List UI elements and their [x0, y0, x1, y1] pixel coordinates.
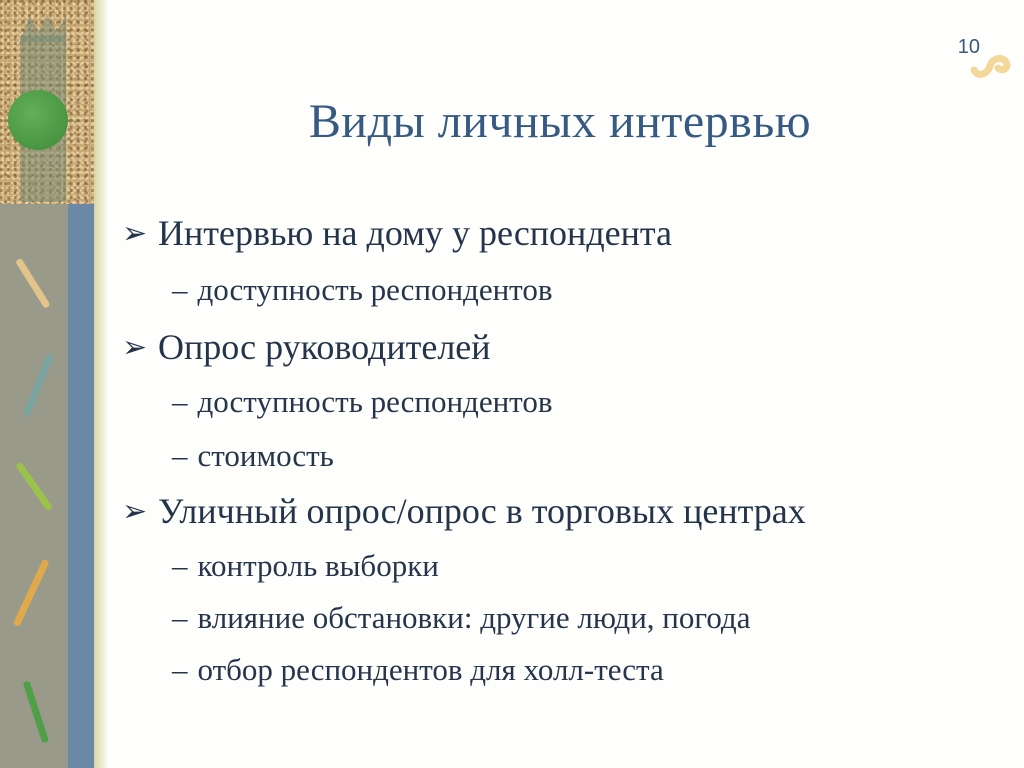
decorative-stick — [15, 258, 51, 309]
sub-item-text: отбор респондентов для холл-теста — [197, 652, 664, 687]
squiggle-icon — [968, 52, 1014, 78]
decorative-stick — [15, 461, 53, 511]
sub-item-text: стоимость — [197, 438, 334, 473]
dash-marker: – — [172, 600, 188, 635]
sub-item — [172, 438, 334, 474]
sub-item-text: влияние обстановки: другие люди, погода — [197, 600, 751, 635]
green-circle-decoration — [8, 90, 68, 150]
sub-item — [172, 272, 552, 308]
bullet-text: Уличный опрос/опрос в торговых центрах — [158, 491, 806, 531]
arrow-bullet-icon: ➢ — [122, 494, 148, 528]
decorative-stick — [13, 559, 50, 627]
sub-item-text: доступность респондентов — [197, 384, 553, 419]
arrow-bullet-icon: ➢ — [122, 330, 148, 364]
sub-item — [172, 600, 750, 636]
bullet-text: Опрос руководителей — [158, 327, 491, 367]
cream-divider — [94, 0, 108, 768]
sub-item — [172, 384, 552, 420]
sub-item-text: доступность респондентов — [197, 272, 553, 307]
sand-texture-panel — [0, 0, 96, 204]
sub-item — [172, 548, 439, 584]
arrow-bullet-icon: ➢ — [122, 216, 148, 250]
dash-marker: – — [172, 438, 188, 473]
bullet-item — [122, 326, 491, 368]
dash-marker: – — [172, 272, 188, 307]
bullet-item — [122, 212, 672, 254]
blue-side-band — [68, 204, 96, 768]
dash-marker: – — [172, 384, 188, 419]
page-number: 10 — [957, 36, 980, 58]
sub-item-text: контроль выборки — [197, 548, 439, 583]
decorative-stick — [23, 353, 54, 417]
bullet-text: Интервью на дому у респондента — [158, 213, 673, 253]
sub-item — [172, 652, 664, 688]
bullet-item — [122, 490, 806, 532]
dash-marker: – — [172, 652, 188, 687]
gray-side-band — [0, 204, 68, 768]
dash-marker: – — [172, 548, 188, 583]
decorative-stick — [23, 680, 49, 743]
slide-title: Виды личных интервью — [308, 95, 812, 148]
